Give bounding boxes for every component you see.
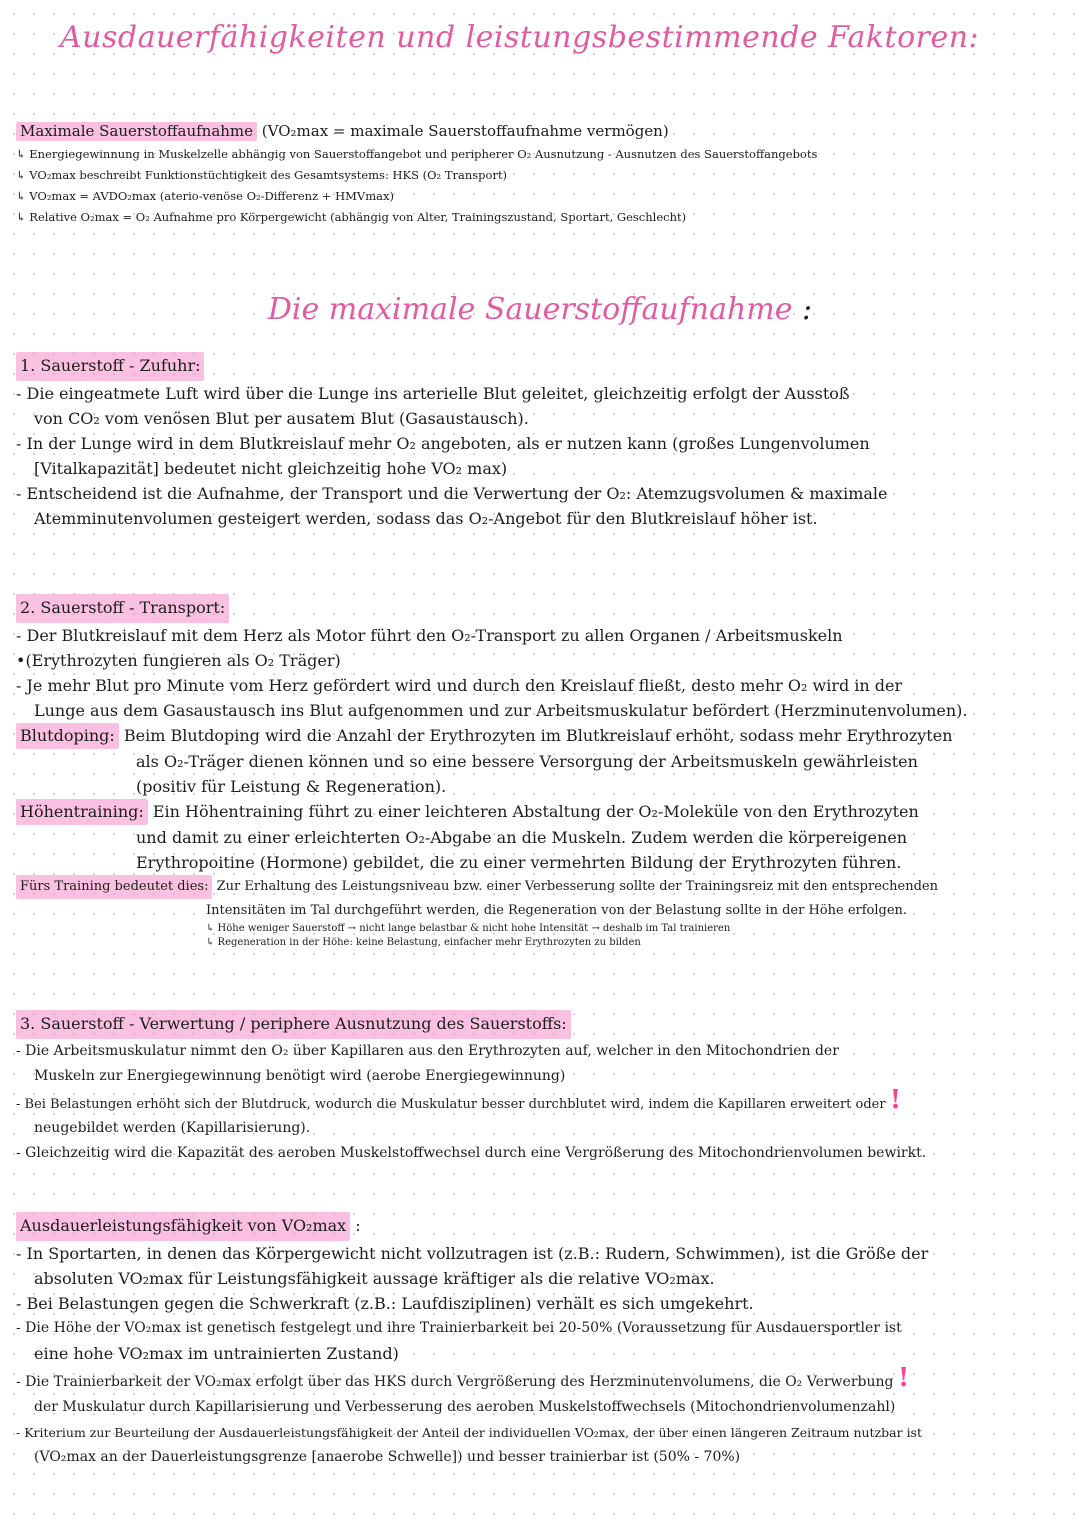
section2-line: Lunge aus dem Gasaustausch ins Blut aufgenommen und zur Arbeitsmuskulatur befördert (Herzminutenvolumen). (34, 701, 968, 720)
training-text: Zur Erhaltung des Leistungsniveau bzw. einer Verbesserung sollte der Trainingsreiz mit den entsprechenden (216, 879, 939, 894)
section1-line: - Entscheidend ist die Aufnahme, der Transport und die Verwertung der O₂: Atemzugsvolumen & maximale (16, 484, 888, 503)
vo2max-point: ↳ VO₂max = AVDO₂max (aterio-venöse O₂-Differenz + HMVmax) (16, 189, 394, 203)
page-title: Ausdauerfähigkeiten und leistungsbestimmende Faktoren: (60, 20, 980, 55)
section4-line: - Die Trainierbarkeit der VO₂max erfolgt über das HKS durch Vergrößerung des Herzminutenvolumens, die O₂ Verwerbung (16, 1374, 894, 1390)
section4-heading-colon: : (355, 1216, 361, 1235)
section1-line: Atemminutenvolumen gesteigert werden, sodass das O₂-Angebot für den Blutkreislauf höher ist. (34, 509, 818, 528)
section1-heading: 1. Sauerstoff - Zufuhr: (16, 352, 204, 381)
hoehentraining-label: Höhentraining: (16, 799, 148, 825)
training-label: Fürs Training bedeutet dies: (16, 875, 212, 899)
training-note: ↳ Regeneration in der Höhe: keine Belastung, einfacher mehr Erythrozyten zu bilden (206, 937, 641, 948)
hoehentraining-line (16, 799, 1066, 825)
section2-line: •(Erythrozyten fungieren als O₂ Träger) (16, 651, 341, 670)
exclamation-mark-icon: ! (889, 1089, 902, 1115)
hoehentraining-text: Ein Höhentraining führt zu einer leichteren Abstaltung der O₂-Moleküle von den Erythrozyten (152, 802, 919, 821)
vo2max-point: ↳ Relative O₂max = O₂ Aufnahme pro Körpergewicht (abhängig von Alter, Trainingszustand, Sportart, Geschlecht) (16, 210, 687, 224)
training-line (16, 875, 1066, 899)
section3-line: neugebildet werden (Kapillarisierung). (34, 1120, 311, 1136)
vo2max-point: ↳ Energiegewinnung in Muskelzelle abhängig von Sauerstoffangebot und peripherer O₂ Ausnutzung - Ausnutzen des Sauerstoffangebots (16, 147, 818, 161)
section4-line: - Bei Belastungen gegen die Schwerkraft (z.B.: Laufdisziplinen) verhält es sich umgekehrt. (16, 1294, 754, 1313)
section4-line: - Die Höhe der VO₂max ist genetisch festgelegt und ihre Trainierbarkeit bei 20-50% (Voraussetzung für Ausdauersportler ist (16, 1320, 902, 1336)
section2-line: - Der Blutkreislauf mit dem Herz als Motor führt den O₂-Transport zu allen Organen / Arbeitsmuskeln (16, 626, 843, 645)
blutdoping-label: Blutdoping: (16, 723, 119, 749)
blutdoping-text: Beim Blutdoping wird die Anzahl der Erythrozyten im Blutkreislauf erhöht, sodass mehr Erythrozyten (123, 726, 953, 745)
section1-line: von CO₂ vom venösen Blut per ausatem Blut (Gasaustausch). (34, 409, 529, 428)
section4-line: - Kriterium zur Beurteilung der Ausdauerleistungsfähigkeit der Anteil der individuellen VO₂max, der über einen längeren Zeitraum nutzbar ist (16, 1425, 922, 1440)
section3-line: Muskeln zur Energiegewinnung benötigt wird (aerobe Energiegewinnung) (34, 1068, 566, 1084)
vo2max-heading: Maximale Sauerstoffaufnahme (16, 122, 257, 141)
section-oxygen-utilization (16, 1010, 1066, 1166)
vo2max-heading-line (16, 118, 1066, 144)
main-heading (0, 292, 1080, 327)
vo2max-point: ↳ VO₂max beschreibt Funktionstüchtigkeit des Gesamtsystems: HKS (O₂ Transport) (16, 168, 508, 182)
section1-line: [Vitalkapazität] bedeutet nicht gleichzeitig hohe VO₂ max) (34, 459, 508, 478)
exclamation-mark-icon: ! (897, 1366, 910, 1393)
section4-line: (VO₂max an der Dauerleistungsgrenze [anaerobe Schwelle]) und besser trainierbar ist (50% - 70%) (34, 1449, 741, 1465)
section3-line: - Bei Belastungen erhöht sich der Blutdruck, wodurch die Muskulatur besser durchblutet wird, indem die Kapillaren erweitert oder (16, 1097, 886, 1112)
section4-line-with-mark (16, 1366, 1066, 1395)
section3-line: - Die Arbeitsmuskulatur nimmt den O₂ über Kapillaren aus den Erythrozyten auf, welcher in den Mitochondrien der (16, 1043, 839, 1059)
section4-line: - In Sportarten, in denen das Körpergewicht nicht vollzutragen ist (z.B.: Rudern, Schwimmen), ist die Größe der (16, 1244, 929, 1263)
blutdoping-text: als O₂-Träger dienen können und so eine bessere Versorgung der Arbeitsmuskeln gewährleisten (136, 752, 918, 771)
section1-line: - In der Lunge wird in dem Blutkreislauf mehr O₂ angeboten, als er nutzen kann (großes Lungenvolumen (16, 434, 870, 453)
blutdoping-text: (positiv für Leistung & Regeneration). (136, 777, 447, 796)
section4-line: der Muskulatur durch Kapillarisierung und Verbesserung des aeroben Muskelstoffwechsels (Mitochondrienvolumenzahl) (34, 1399, 896, 1415)
section-oxygen-transport (16, 594, 1066, 950)
training-text: Intensitäten im Tal durchgeführt werden, die Regeneration von der Belastung sollte in der Höhe erfolgen. (206, 903, 908, 918)
hoehentraining-text: und damit zu einer erleichterten O₂-Abgabe an die Muskeln. Zudem werden die körpereigenen (136, 828, 908, 847)
section4-heading: Ausdauerleistungsfähigkeit von VO₂max (16, 1212, 350, 1241)
section3-heading: 3. Sauerstoff - Verwertung / periphere Ausnutzung des Sauerstoffs: (16, 1010, 571, 1039)
main-heading-text: Die maximale Sauerstoffaufnahme (267, 292, 793, 327)
section3-line-with-mark (16, 1089, 1066, 1116)
section4-line: absoluten VO₂max für Leistungsfähigkeit aussage kräftiger als die relative VO₂max. (34, 1269, 715, 1288)
section4-line: eine hohe VO₂max im untrainierten Zustand) (34, 1344, 399, 1363)
vo2max-definition-section (16, 118, 1066, 228)
section2-line: - Je mehr Blut pro Minute vom Herz gefördert wird und durch den Kreislauf fließt, desto mehr O₂ wird in der (16, 676, 903, 695)
training-note: ↳ Höhe weniger Sauerstoff → nicht lange belastbar & nicht hohe Intensität → deshalb im Tal trainieren (206, 923, 731, 934)
section1-line: - Die eingeatmete Luft wird über die Lunge ins arterielle Blut geleitet, gleichzeitig erfolgt der Ausstoß (16, 384, 850, 403)
section-oxygen-supply (16, 352, 1066, 531)
main-heading-colon: : (802, 292, 813, 327)
section2-heading: 2. Sauerstoff - Transport: (16, 594, 229, 623)
blutdoping-line (16, 723, 1066, 749)
section-endurance-capacity (16, 1212, 1066, 1470)
vo2max-heading-suffix: (VO₂max = maximale Sauerstoffaufnahme vermögen) (257, 122, 669, 140)
section3-line: - Gleichzeitig wird die Kapazität des aeroben Muskelstoffwechsel durch eine Vergrößerung des Mitochondrienvolumen bewirkt. (16, 1145, 927, 1161)
hoehentraining-text: Erythropoitine (Hormone) gebildet, die zu einer vermehrten Bildung der Erythrozyten führen. (136, 853, 902, 872)
